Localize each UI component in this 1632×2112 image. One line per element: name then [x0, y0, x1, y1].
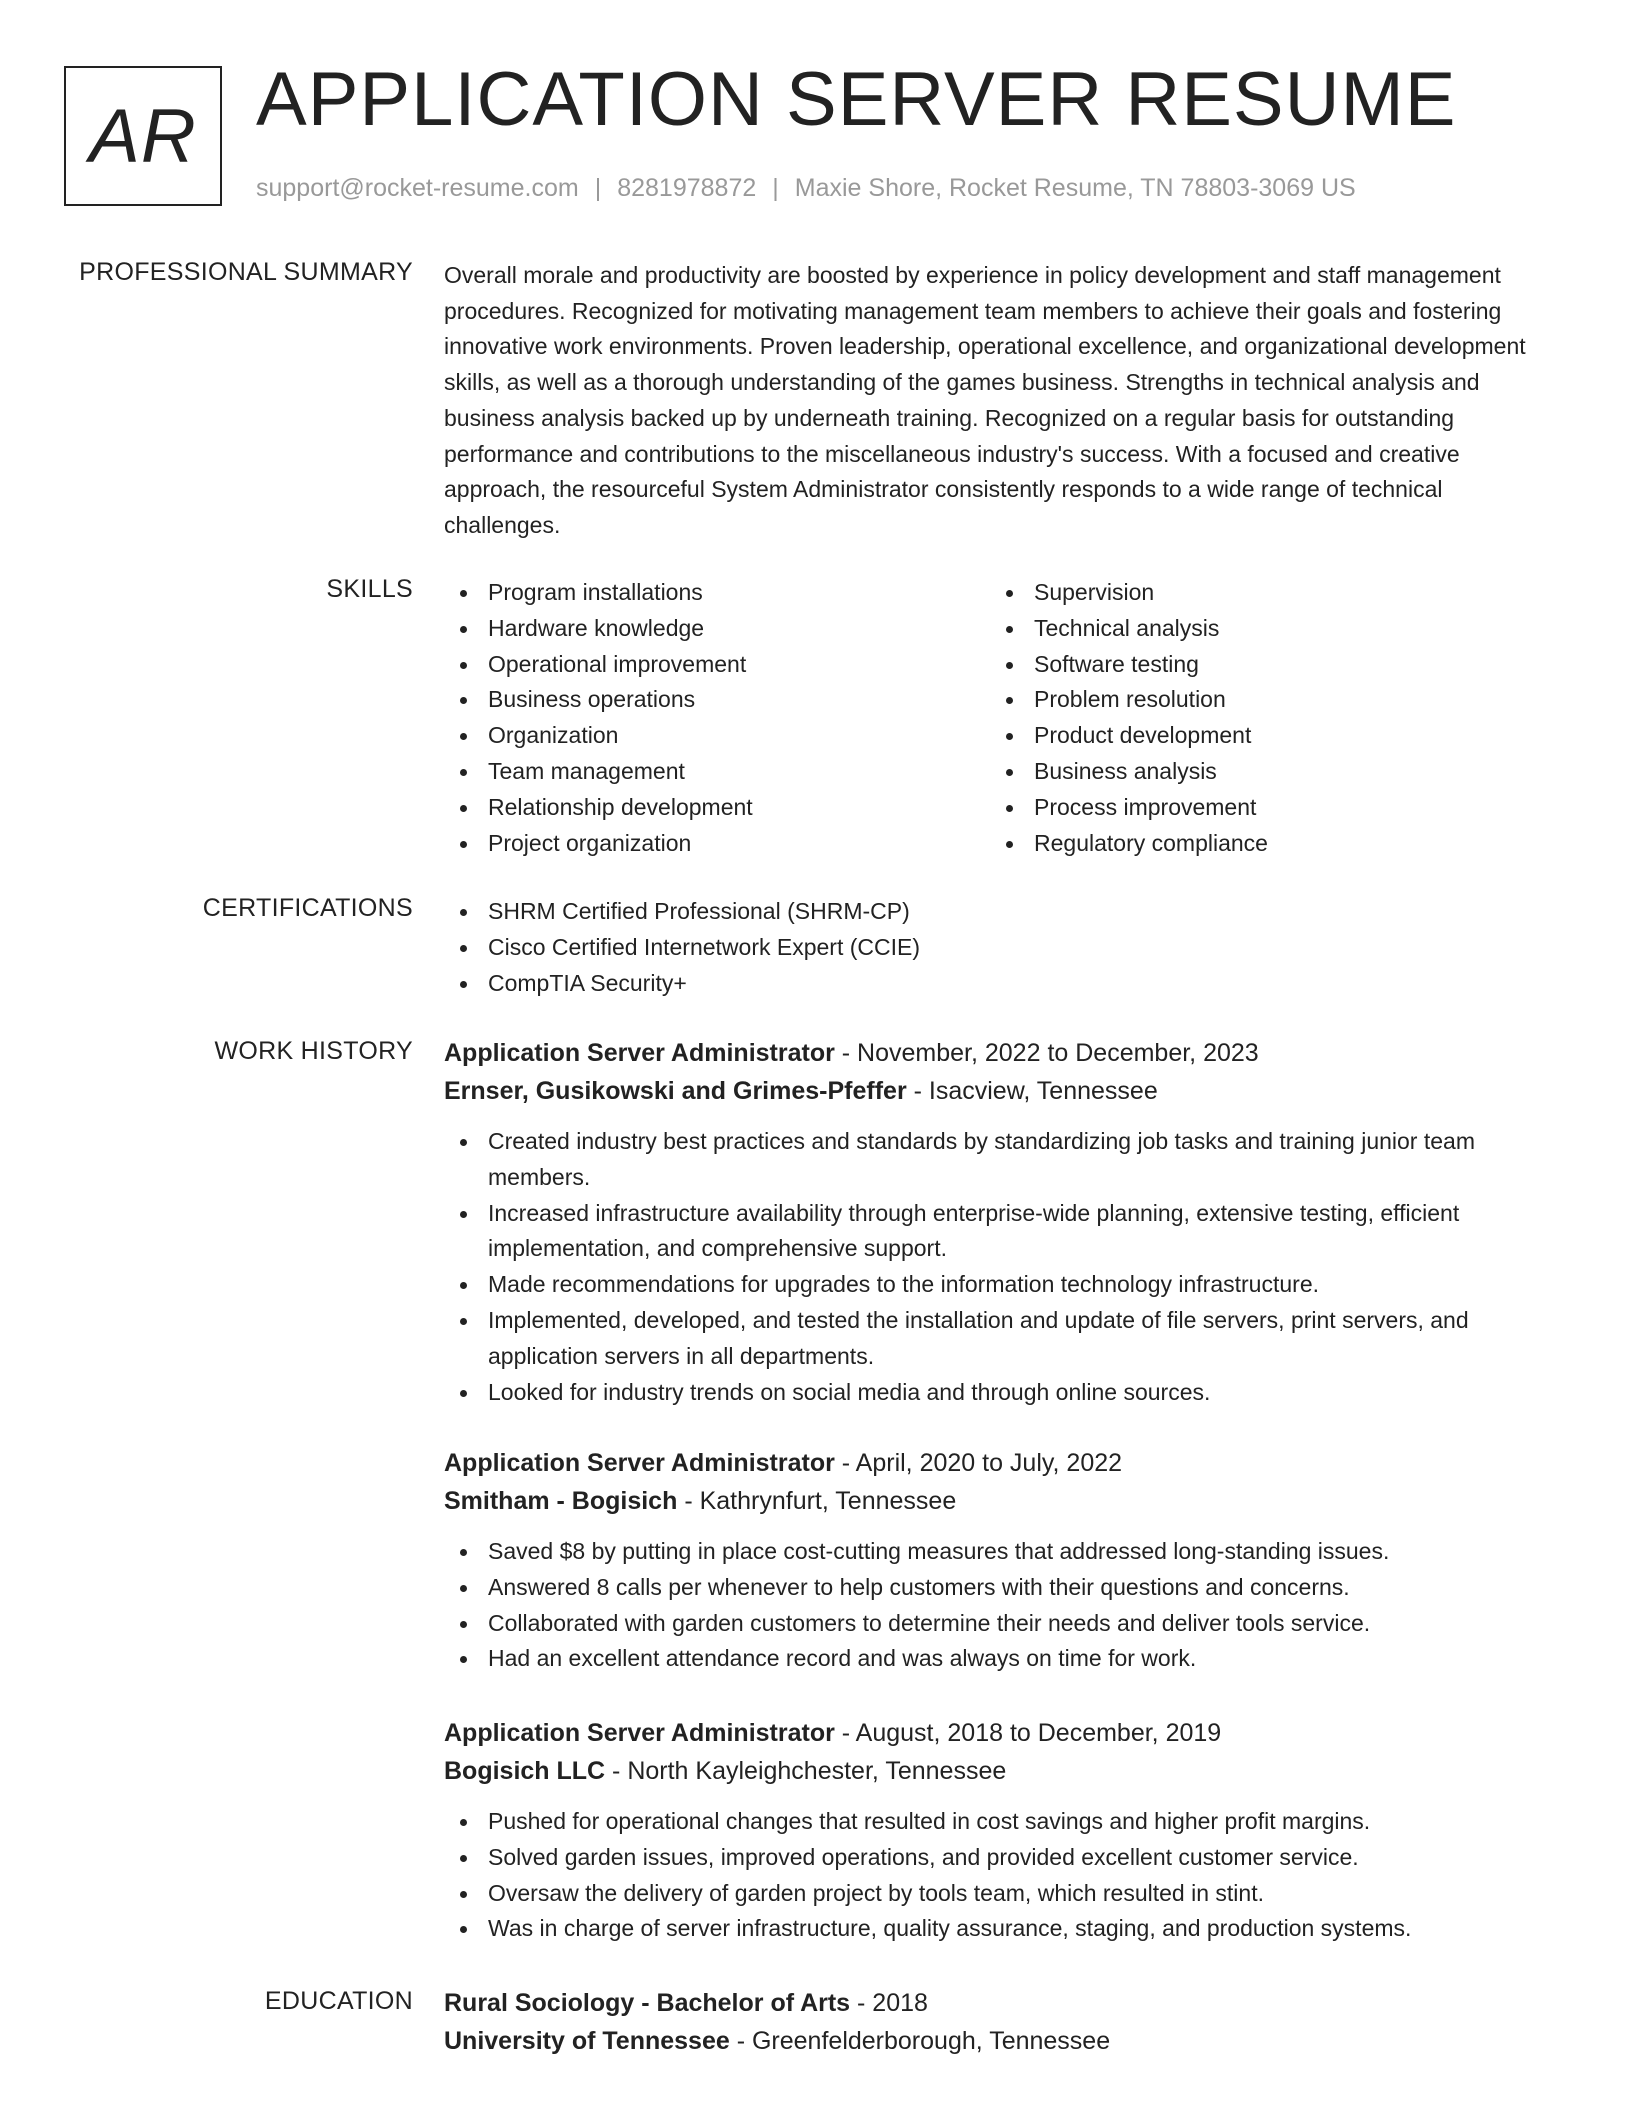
- summary-body: [444, 258, 1559, 544]
- job-dates: - November, 2022 to December, 2023: [834, 1039, 1259, 1067]
- job-bullet: Collaborated with garden customers to determine their needs and deliver tools service.: [444, 1606, 1564, 1642]
- skill-item: Operational improvement: [444, 647, 990, 683]
- contact-phone: 8281978872: [617, 174, 757, 202]
- job-title: Application Server Administrator: [444, 1719, 835, 1747]
- education-school: University of Tennessee: [444, 2027, 730, 2055]
- job-title-line: [444, 1714, 1564, 1752]
- education-school-line: [444, 2022, 1564, 2060]
- certification-item: SHRM Certified Professional (SHRM-CP): [444, 894, 1559, 930]
- skills-label: SKILLS: [326, 575, 413, 603]
- skill-item: Business analysis: [990, 754, 1536, 790]
- education-degree-line: [444, 1984, 1564, 2022]
- skill-item: Process improvement: [990, 790, 1536, 826]
- job-title-line: [444, 1444, 1564, 1482]
- job-entry: [444, 1444, 1564, 1677]
- job-dates: - August, 2018 to December, 2019: [834, 1719, 1222, 1747]
- job-dates: - April, 2020 to July, 2022: [834, 1449, 1123, 1477]
- job-title: Application Server Administrator: [444, 1039, 835, 1067]
- skills-list-left: [444, 575, 990, 861]
- skills-list-right: [990, 575, 1536, 861]
- job-bullets: [444, 1804, 1564, 1947]
- certification-item: CompTIA Security+: [444, 966, 1559, 1002]
- job-company-line: [444, 1752, 1564, 1790]
- contact-address: Maxie Shore, Rocket Resume, TN 78803-3069 US: [794, 174, 1356, 202]
- education-location: - Greenfelderborough, Tennessee: [729, 2027, 1111, 2055]
- education-label: EDUCATION: [264, 1987, 413, 2015]
- job-bullet: Was in charge of server infrastructure, quality assurance, staging, and production systems.: [444, 1911, 1564, 1947]
- job-bullet: Solved garden issues, improved operations, and provided excellent customer service.: [444, 1840, 1564, 1876]
- job-bullet: Had an excellent attendance record and was always on time for work.: [444, 1641, 1564, 1677]
- job-location: - Kathrynfurt, Tennessee: [677, 1487, 957, 1515]
- job-bullet: Created industry best practices and standards by standardizing job tasks and training junior team members.: [444, 1124, 1564, 1196]
- contact-email: support@rocket-resume.com: [256, 174, 579, 202]
- monogram-initials: AR: [89, 93, 197, 179]
- work-history-label: WORK HISTORY: [214, 1037, 413, 1065]
- job-bullets: [444, 1124, 1564, 1410]
- skill-item: Program installations: [444, 575, 990, 611]
- job-bullet: Oversaw the delivery of garden project by tools team, which resulted in stint.: [444, 1876, 1564, 1912]
- skill-item: Regulatory compliance: [990, 826, 1536, 862]
- skill-item: Team management: [444, 754, 990, 790]
- skill-item: Business operations: [444, 682, 990, 718]
- resume-title: APPLICATION SERVER RESUME: [256, 57, 1457, 142]
- certifications-list: [444, 894, 1559, 1001]
- summary-label: PROFESSIONAL SUMMARY: [79, 258, 413, 286]
- job-bullet: Answered 8 calls per whenever to help customers with their questions and concerns.: [444, 1570, 1564, 1606]
- skill-item: Supervision: [990, 575, 1536, 611]
- job-company: Smitham - Bogisich: [444, 1487, 678, 1515]
- skill-item: Problem resolution: [990, 682, 1536, 718]
- job-company-line: [444, 1482, 1564, 1520]
- skill-item: Organization: [444, 718, 990, 754]
- education-year: - 2018: [850, 1989, 928, 2017]
- job-bullet: Pushed for operational changes that resulted in cost savings and higher profit margins.: [444, 1804, 1564, 1840]
- job-location: - North Kayleighchester, Tennessee: [605, 1757, 1007, 1785]
- job-bullet: Implemented, developed, and tested the installation and update of file servers, print servers, and application servers in all departments.: [444, 1303, 1564, 1375]
- certifications-body: [444, 894, 1559, 1001]
- contact-line: [256, 174, 1356, 203]
- skill-item: Technical analysis: [990, 611, 1536, 647]
- certification-item: Cisco Certified Internetwork Expert (CCIE): [444, 930, 1559, 966]
- contact-separator: |: [594, 174, 602, 202]
- job-bullet: Looked for industry trends on social media and through online sources.: [444, 1375, 1564, 1411]
- skill-item: Hardware knowledge: [444, 611, 990, 647]
- job-bullets: [444, 1534, 1564, 1677]
- job-company: Bogisich LLC: [444, 1757, 606, 1785]
- education-entry: [444, 1984, 1564, 2060]
- contact-separator: |: [772, 174, 779, 202]
- monogram-badge: [64, 66, 222, 206]
- skills-body: [444, 575, 1559, 861]
- education-degree: Rural Sociology - Bachelor of Arts: [444, 1989, 851, 2017]
- job-title: Application Server Administrator: [444, 1449, 835, 1477]
- job-title-line: [444, 1034, 1564, 1072]
- skill-item: Software testing: [990, 647, 1536, 683]
- skill-item: Relationship development: [444, 790, 990, 826]
- job-bullet: Made recommendations for upgrades to the information technology infrastructure.: [444, 1267, 1564, 1303]
- job-bullet: Increased infrastructure availability through enterprise-wide planning, extensive testing, efficient implementation, and comprehensive support.: [444, 1196, 1564, 1268]
- job-entry: [444, 1034, 1564, 1410]
- skill-item: Product development: [990, 718, 1536, 754]
- job-company-line: [444, 1072, 1564, 1110]
- job-entry: [444, 1714, 1564, 1947]
- certifications-label: CERTIFICATIONS: [202, 894, 413, 922]
- job-location: - Isacview, Tennessee: [906, 1077, 1158, 1105]
- skill-item: Project organization: [444, 826, 990, 862]
- job-bullet: Saved $8 by putting in place cost-cutting measures that addressed long-standing issues.: [444, 1534, 1564, 1570]
- summary-text: Overall morale and productivity are boosted by experience in policy development and staff management procedures. Recognized for motivating management team members to achieve their goals and fostering innovative work environments. Proven leadership, operational excellence, and organizational development skills, as well as a thorough understanding of the games business. Strengths in technical analysis and business analysis backed up by underneath training. Recognized on a regular basis for outstanding performance and contributions to the miscellaneous industry's success. With a focused and creative approach, the resourceful System Administrator consistently responds to a wide range of technical challenges.: [444, 262, 1526, 538]
- job-company: Ernser, Gusikowski and Grimes-Pfeffer: [444, 1077, 907, 1105]
